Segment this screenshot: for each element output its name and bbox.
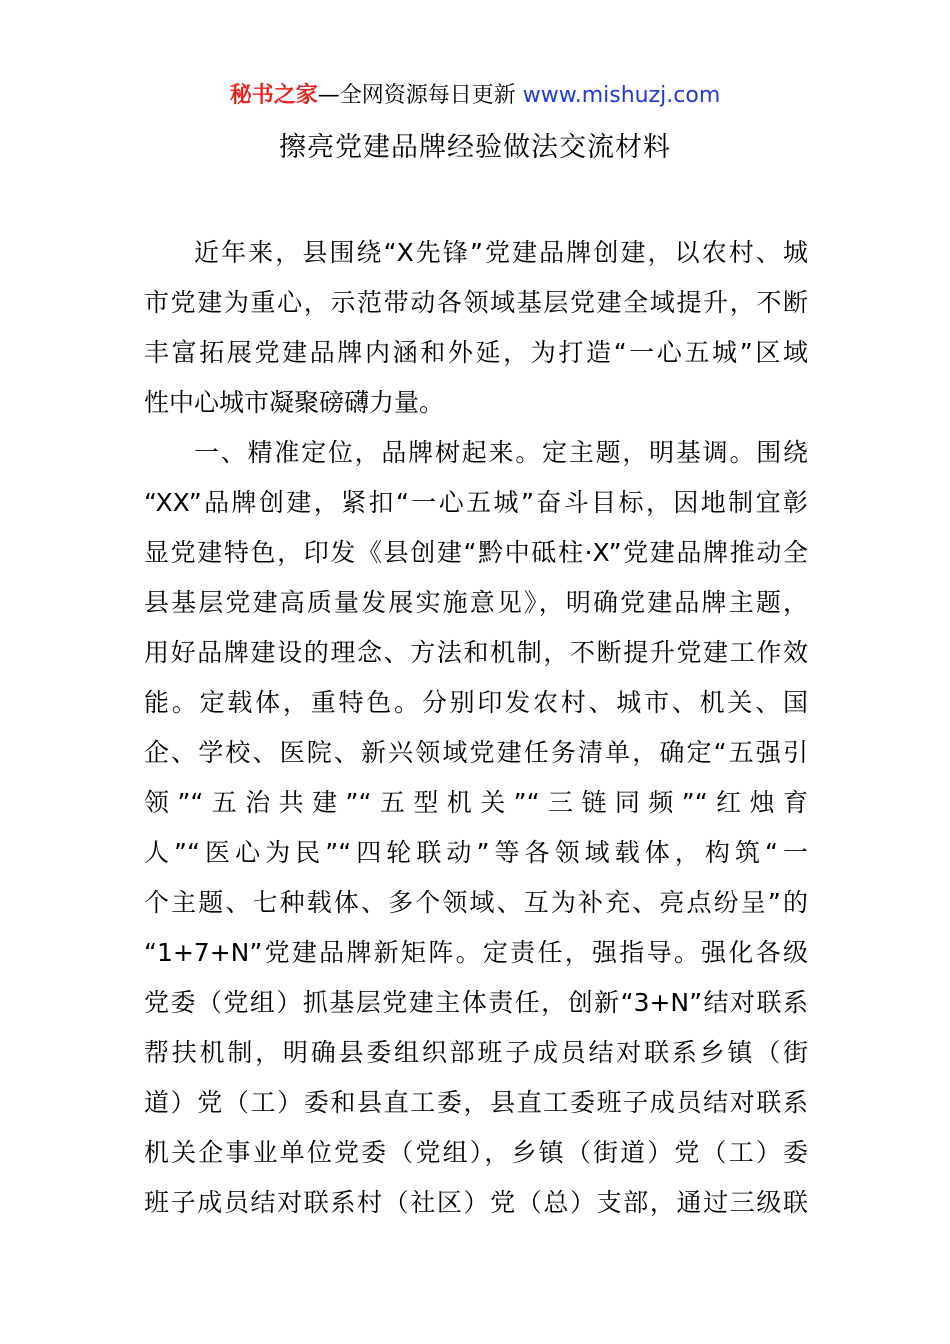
paragraph-line: 机关企事业单位党委（党组），乡镇（街道）党（工）委: [144, 1138, 808, 1167]
paragraph-line: 用好品牌建设的理念、方法和机制，不断提升党建工作效: [144, 638, 808, 667]
paragraph-line: 市党建为重心，示范带动各领域基层党建全域提升，不断: [144, 288, 808, 317]
paragraph-line: 县基层党建高质量发展实施意见》，明确党建品牌主题，: [144, 588, 808, 617]
paragraph-line: “1+7+N”党建品牌新矩阵。定责任，强指导。强化各级: [144, 938, 808, 967]
paragraph-intro: [144, 228, 808, 428]
brand-name: 秘书之家: [229, 83, 318, 108]
paragraph-line: 显党建特色，印发《县创建“黔中砥柱·X”党建品牌推动全: [144, 538, 808, 567]
paragraph-line: 企、学校、医院、新兴领域党建任务清单，确定“五强引: [144, 738, 808, 767]
header-tagline: —全网资源每日更新: [317, 83, 516, 108]
paragraph-line: 领”“五治共建”“五型机关”“三链同频”“红烛育: [144, 788, 808, 817]
site-url-link[interactable]: www.mishuzj.com: [515, 83, 721, 108]
paragraph-line: 一、精准定位，品牌树起来。定主题，明基调。围绕: [194, 438, 808, 467]
document-body: [144, 228, 808, 1228]
paragraph-line: 道）党（工）委和县直工委，县直工委班子成员结对联系: [144, 1088, 808, 1117]
paragraph-line: 党委（党组）抓基层党建主体责任，创新“3+N”结对联系: [144, 988, 808, 1017]
paragraph-line: 性中心城市凝聚磅礴力量。: [144, 388, 445, 417]
paragraph-line: “XX”品牌创建，紧扣“一心五城”奋斗目标，因地制宜彰: [144, 488, 808, 517]
paragraph-section-one: [144, 428, 808, 1228]
paragraph-line: 班子成员结对联系村（社区）党（总）支部，通过三级联: [144, 1188, 808, 1217]
paragraph-line: 帮扶机制，明确县委组织部班子成员结对联系乡镇（街: [144, 1038, 808, 1067]
paragraph-line: 能。定载体，重特色。分别印发农村、城市、机关、国: [144, 688, 808, 717]
paragraph-line: 个主题、七种载体、多个领域、互为补充、亮点纷呈”的: [144, 888, 808, 917]
paragraph-line: 丰富拓展党建品牌内涵和外延，为打造“一心五城”区域: [144, 338, 808, 367]
paragraph-line: 人”“医心为民”“四轮联动”等各领域载体，构筑“一: [144, 838, 808, 867]
site-header: [0, 80, 950, 112]
paragraph-line: 近年来，县围绕“X先锋”党建品牌创建，以农村、城: [194, 238, 808, 267]
document-title: 擦亮党建品牌经验做法交流材料: [279, 132, 671, 163]
